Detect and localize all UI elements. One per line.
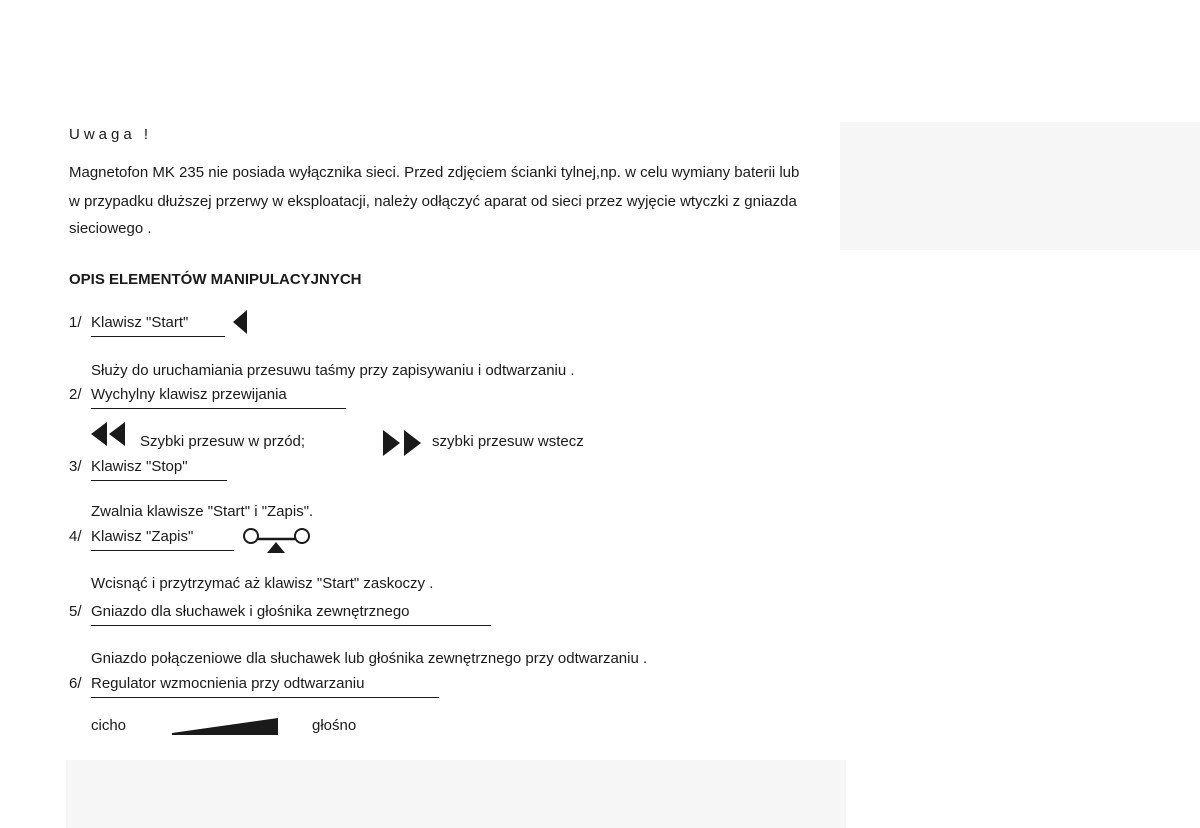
double-left-arrow-icon: [89, 420, 129, 448]
item-6-number: 6/: [69, 675, 82, 692]
item-3-title: Klawisz "Stop": [91, 458, 227, 481]
item-2-forward-text: Szybki przesuw w przód;: [140, 433, 306, 450]
item-1-description: Służy do uruchamiania przesuwu taśmy przy zapisywaniu i odtwarzaniu .: [91, 362, 575, 379]
item-3-number: 3/: [69, 458, 82, 475]
warning-line-1: Magnetofon MK 235 nie posiada wyłącznika sieci. Przed zdjęciem ścianki tylnej,np. w celu wymiany baterii lub: [69, 164, 800, 181]
bleed-through-area: [840, 122, 1200, 250]
record-symbol-icon: [241, 526, 313, 556]
warning-line-3: sieciowego .: [69, 220, 152, 237]
warning-line-2: w przypadku dłuższej przerwy w eksploatacji, należy odłączyć aparat od sieci przez wyjęcie wtyczki z gniazda: [69, 193, 797, 210]
bleed-through-area: [66, 760, 846, 828]
item-2-rewind-text: szybki przesuw wstecz: [432, 433, 584, 450]
volume-ramp-icon: [170, 715, 282, 737]
item-5-number: 5/: [69, 603, 82, 620]
item-6-title: Regulator wzmocnienia przy odtwarzaniu: [91, 675, 439, 698]
volume-high-label: głośno: [312, 717, 357, 734]
item-1-title: Klawisz "Start": [91, 314, 225, 337]
double-right-arrow-icon: [380, 428, 426, 458]
item-4-description: Wcisnąć i przytrzymać aż klawisz "Start" zaskoczy .: [91, 575, 434, 592]
volume-low-label: cicho: [91, 717, 127, 734]
item-2-number: 2/: [69, 386, 82, 403]
item-2-title: Wychylny klawisz przewijania: [91, 386, 346, 409]
item-4-title: Klawisz "Zapis": [91, 528, 234, 551]
item-3-description: Zwalnia klawisze "Start" i "Zapis".: [91, 503, 314, 520]
warning-title: Uwaga !: [69, 126, 153, 143]
item-5-description: Gniazdo połączeniowe dla słuchawek lub głośnika zewnętrznego przy odtwarzaniu .: [91, 650, 648, 667]
section-title: OPIS ELEMENTÓW MANIPULACYJNYCH: [69, 271, 362, 288]
item-5-title: Gniazdo dla słuchawek i głośnika zewnętrznego: [91, 603, 491, 626]
play-left-arrow-icon: [231, 309, 249, 335]
item-4-number: 4/: [69, 528, 82, 545]
item-1-number: 1/: [69, 314, 82, 331]
